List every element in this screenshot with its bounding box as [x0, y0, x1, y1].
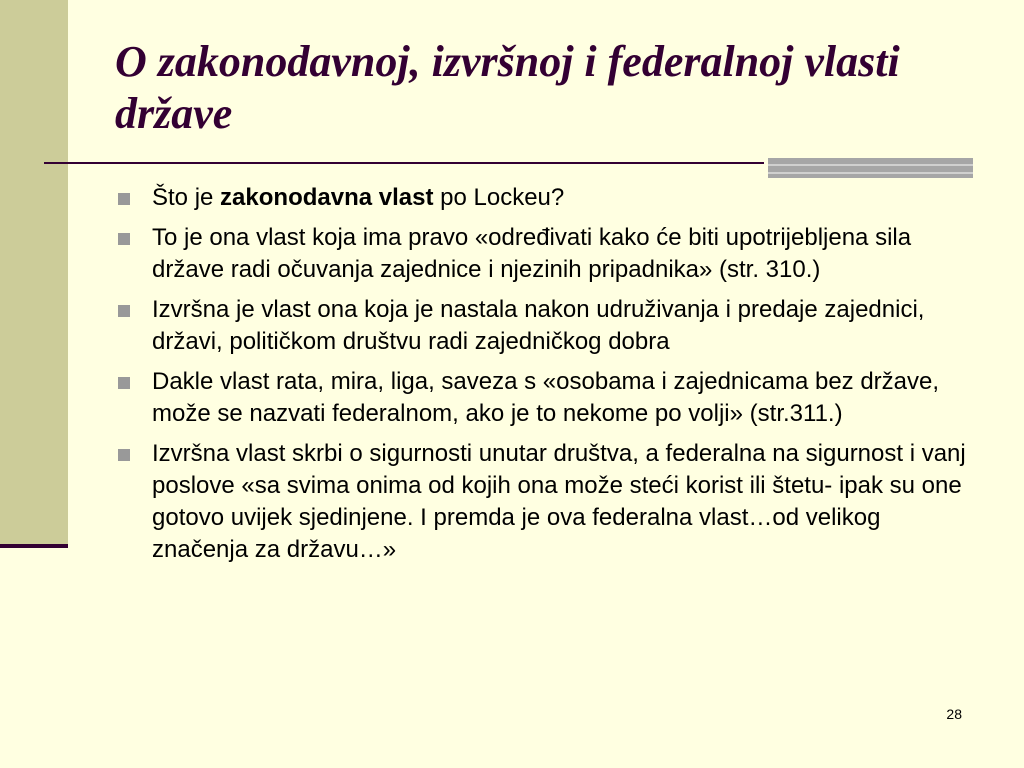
left-decorative-bar: [0, 0, 68, 544]
bullet-item-4: [118, 366, 978, 430]
bullet-text: Dakle vlast rata, mira, liga, saveza s «osobama i zajednicama bez države, može se nazvati federalnom, ako je to nekome po volji» (str.311.): [152, 368, 940, 427]
bullet-text: Izvršna je vlast ona koja je nastala nakon udruživanja i predaje zajednici, državi, političkom društvu radi zajedničkog dobra: [152, 296, 925, 355]
bullet-text: To je ona vlast koja ima pravo «određivati kako će biti upotrijebljena sila države radi očuvanja zajednice i njezinih pripadnika» (str. 310.): [152, 224, 912, 283]
square-bullet-icon: [118, 305, 130, 317]
bullet-item-3: [118, 294, 978, 358]
bullet-list: [118, 182, 978, 574]
bullet-item-5: [118, 438, 978, 566]
square-bullet-icon: [118, 449, 130, 461]
bullet-text: Izvršna vlast skrbi o sigurnosti unutar društva, a federalna na sigurnost i vanj poslove «sa svima onima od kojih ona može steći korist ili štetu- ipak su one gotovo uvijek sjedinjene. I premda je ova federalna vlast…od velikog značenja za državu…»: [152, 440, 966, 563]
slide-title: O zakonodavnoj, izvršnoj i federalnoj vlasti države: [115, 37, 900, 138]
left-accent-line: [0, 544, 68, 548]
bullet-item-1: [118, 182, 978, 214]
title-stripes-decoration: [768, 158, 973, 178]
title-underline: [44, 162, 764, 164]
square-bullet-icon: [118, 233, 130, 245]
bullet-text-suffix: po Lockeu?: [433, 184, 565, 211]
square-bullet-icon: [118, 193, 130, 205]
page-number: 28: [946, 706, 962, 722]
bullet-item-2: [118, 222, 978, 286]
bullet-text-bold: zakonodavna vlast: [220, 184, 434, 211]
square-bullet-icon: [118, 377, 130, 389]
bullet-text-prefix: Što je: [152, 184, 221, 211]
